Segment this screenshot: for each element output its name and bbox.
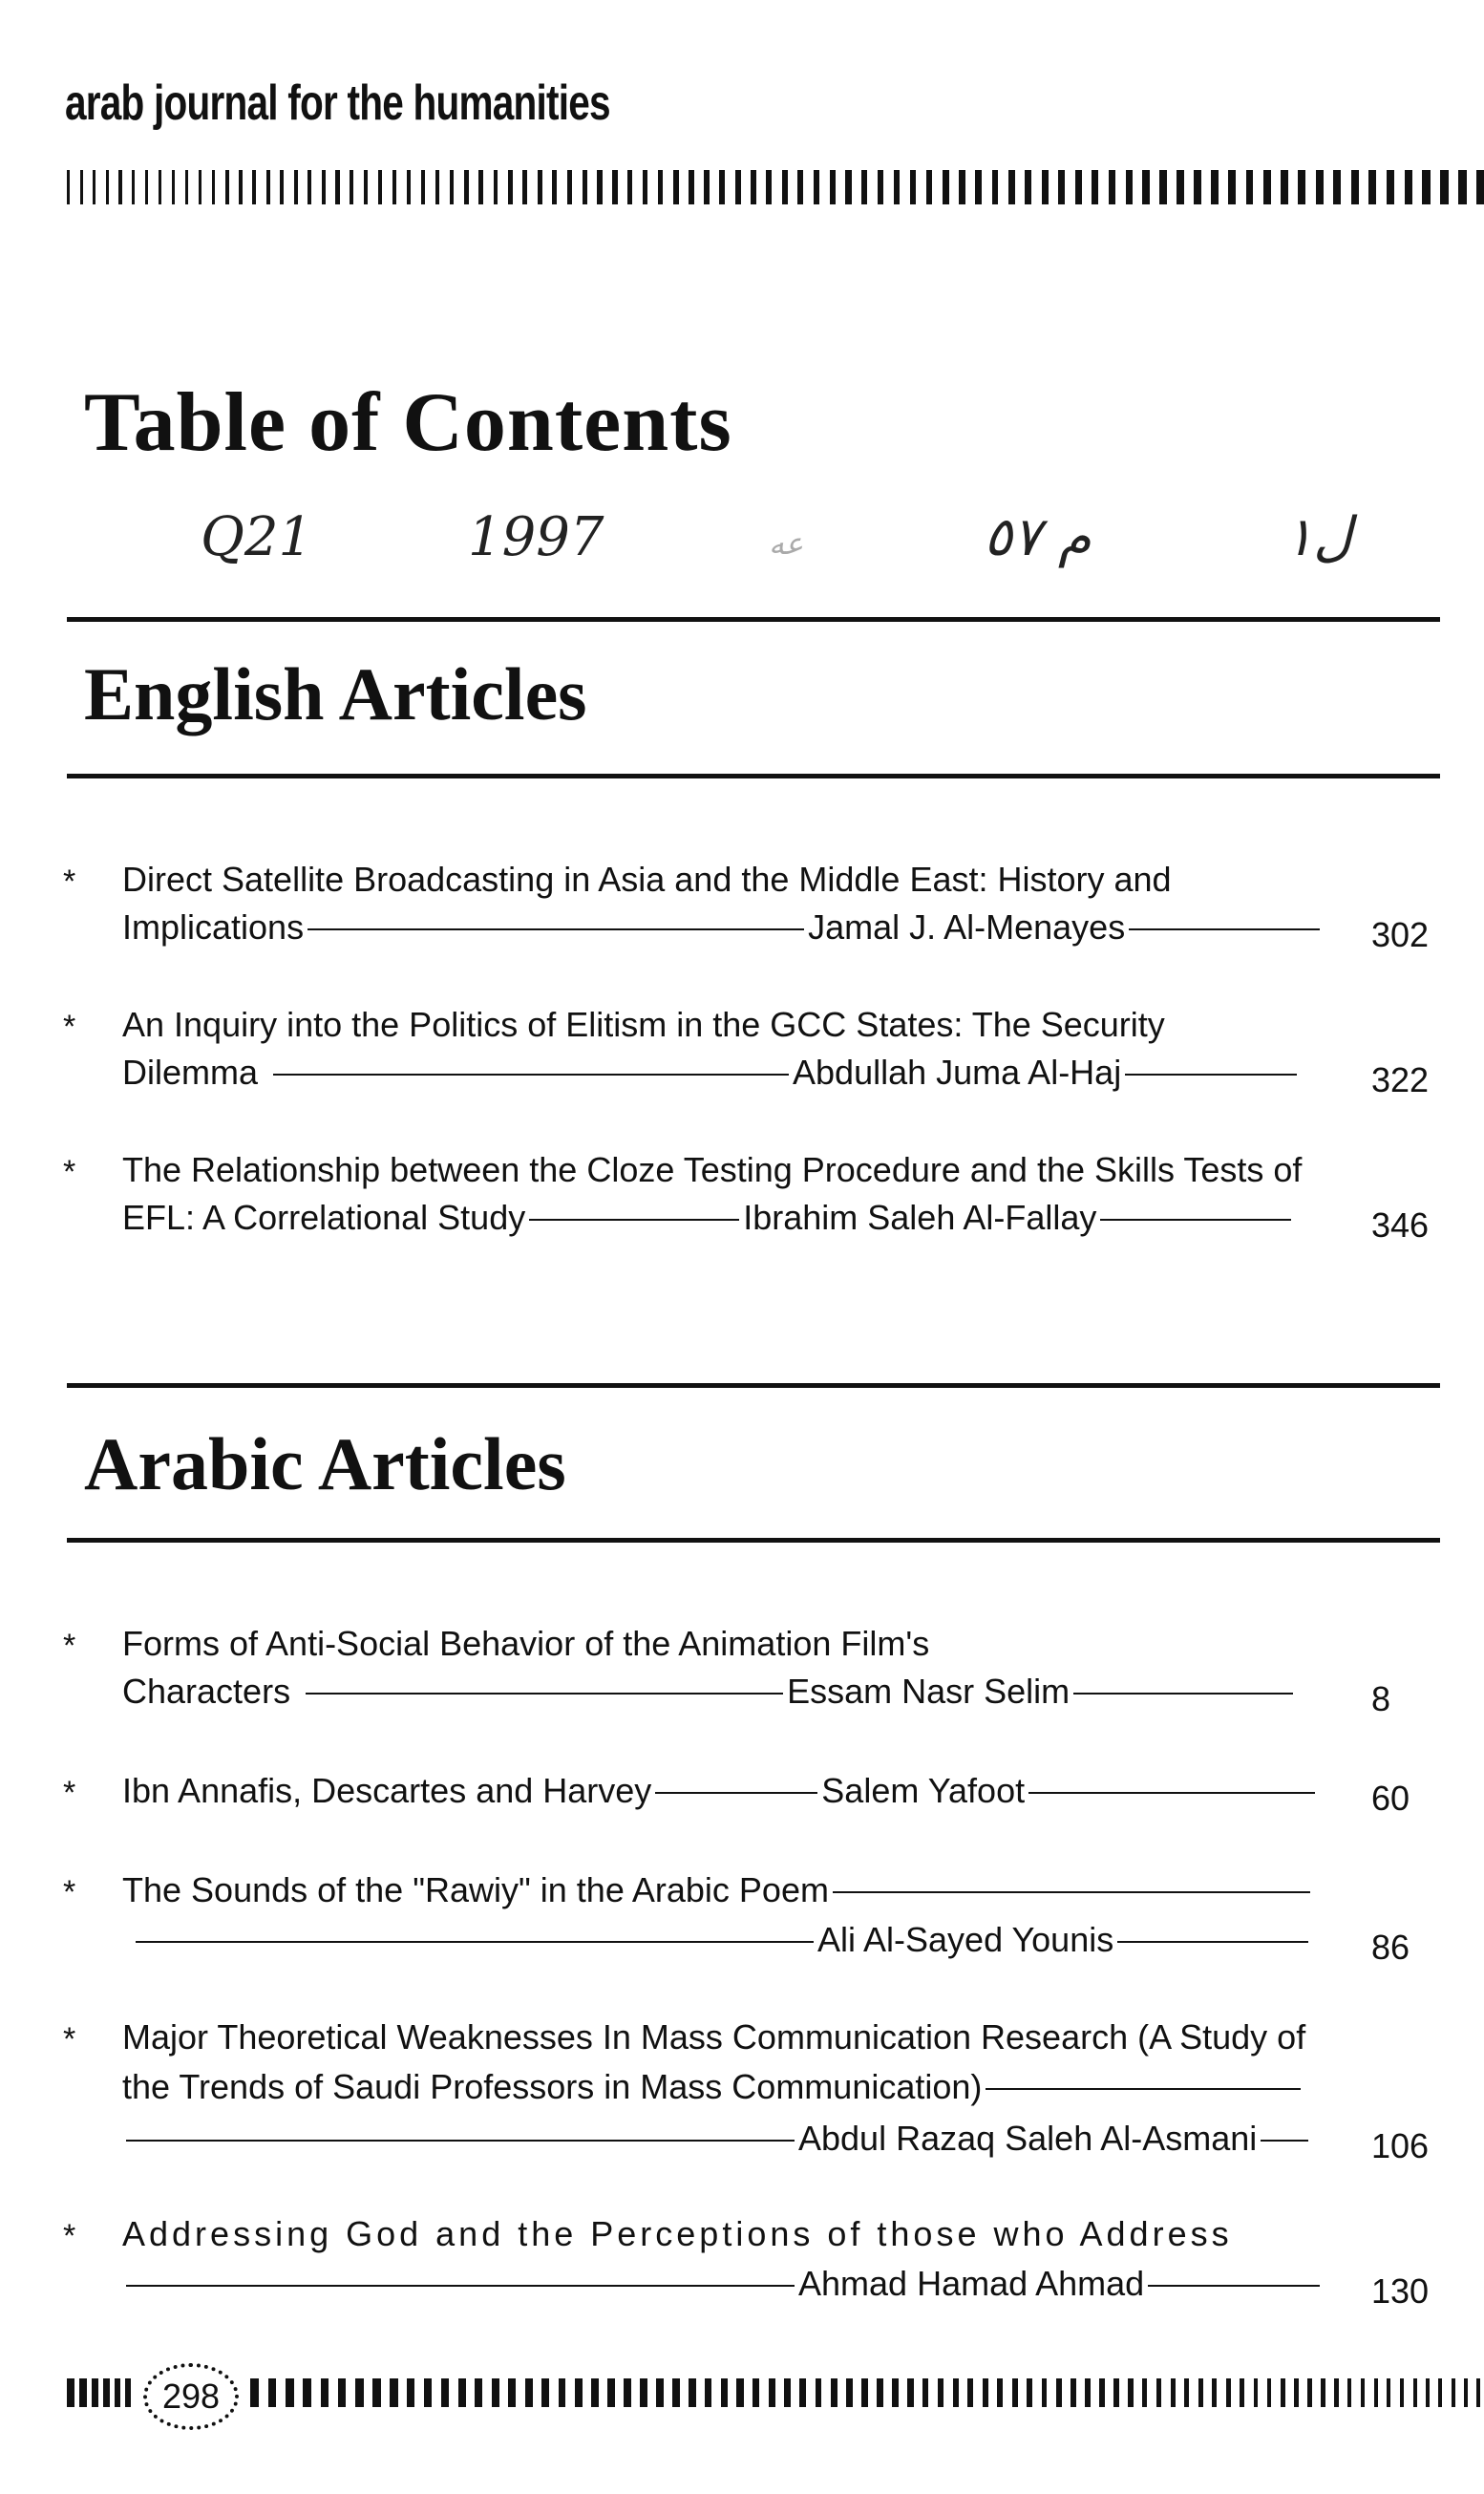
bar-mark (766, 170, 772, 204)
bar-mark (736, 2378, 743, 2407)
bar-mark (878, 170, 883, 204)
bar-mark (656, 2378, 663, 2407)
bar-mark (1438, 2378, 1442, 2407)
bar-mark (1333, 170, 1341, 204)
bar-mark (1294, 2378, 1299, 2407)
section-heading-arabic: Arabic Articles (84, 1422, 566, 1505)
bar-mark (1113, 2378, 1118, 2407)
bar-mark (1413, 2378, 1417, 2407)
bar-mark (1351, 170, 1359, 204)
bar-mark (689, 2378, 695, 2407)
divider (67, 774, 1440, 778)
footer-bars-left (67, 2378, 136, 2407)
bar-mark (953, 2378, 959, 2407)
bar-mark (475, 2378, 482, 2407)
bar-mark (286, 2378, 294, 2407)
bar-mark (67, 170, 70, 204)
bar-mark (1368, 170, 1376, 204)
bar-mark (943, 170, 949, 204)
bar-mark (1171, 2378, 1176, 2407)
bar-mark (67, 2378, 74, 2407)
bullet-star-icon: * (63, 863, 76, 900)
bullet-star-icon: * (63, 2021, 76, 2057)
bar-mark (441, 2378, 449, 2407)
journal-masthead: arab journal for the humanities (65, 75, 610, 131)
bar-mark (591, 2378, 599, 2407)
bar-mark (1177, 170, 1184, 204)
bar-mark (735, 170, 741, 204)
bar-mark (1212, 2378, 1217, 2407)
bullet-star-icon: * (63, 1775, 76, 1811)
bar-mark (106, 170, 109, 204)
bar-mark (894, 170, 901, 204)
bar-mark (1405, 170, 1412, 204)
bar-mark (1085, 2378, 1091, 2407)
bar-mark (1387, 2378, 1390, 2407)
entry-title-cont: the Trends of Saudi Professors in Mass Communication) (122, 2067, 983, 2106)
bar-mark (992, 170, 999, 204)
bar-mark (1211, 170, 1219, 204)
bar-mark (559, 2378, 566, 2407)
entry-author: Salem Yafoot (821, 1771, 1026, 1810)
bar-mark (1198, 2378, 1203, 2407)
bar-mark (1075, 170, 1082, 204)
bar-mark (1316, 170, 1324, 204)
bar-mark (983, 2378, 988, 2407)
bar-mark (1058, 170, 1065, 204)
bar-mark (643, 170, 648, 204)
entry-page: 130 (1371, 2271, 1430, 2311)
bullet-star-icon: * (63, 2218, 76, 2254)
bar-mark (1099, 2378, 1105, 2407)
bar-mark (959, 170, 965, 204)
bar-mark (335, 170, 339, 204)
bar-mark (831, 2378, 837, 2407)
bar-mark (79, 2378, 87, 2407)
footer-bars-right (250, 2378, 1484, 2407)
bar-mark (212, 170, 216, 204)
bar-mark (1334, 2378, 1338, 2407)
divider (67, 617, 1440, 622)
bar-mark (612, 170, 617, 204)
bar-mark (1458, 170, 1467, 204)
divider (67, 1538, 1440, 1543)
bar-mark (640, 2378, 647, 2407)
bar-mark (350, 170, 353, 204)
entry-author: Ibrahim Saleh Al-Fallay (743, 1198, 1097, 1237)
bar-mark (1400, 2378, 1404, 2407)
bar-mark (1307, 2378, 1312, 2407)
bar-mark (583, 170, 587, 204)
bar-mark (597, 170, 602, 204)
bar-mark (877, 2378, 883, 2407)
bar-mark (435, 170, 440, 204)
bar-mark (239, 170, 243, 204)
bar-mark (845, 170, 851, 204)
bar-mark (1267, 2378, 1272, 2407)
bar-mark (321, 2378, 329, 2407)
bar-mark (938, 2378, 943, 2407)
bar-mark (225, 170, 229, 204)
bar-mark (1452, 2378, 1455, 2407)
bar-mark (1126, 170, 1133, 204)
bar-mark (407, 2378, 414, 2407)
bar-mark (80, 170, 83, 204)
bar-mark (294, 170, 298, 204)
entry-title: Forms of Anti-Social Behavior of the Animation Film's (122, 1624, 930, 1663)
bar-mark (390, 2378, 398, 2407)
bullet-star-icon: * (63, 1874, 76, 1910)
bar-mark (538, 170, 542, 204)
bar-mark (525, 2378, 533, 2407)
bar-mark (575, 2378, 583, 2407)
entry-page: 8 (1371, 1679, 1391, 1718)
bar-mark (910, 170, 917, 204)
bar-mark (92, 2378, 98, 2407)
handwritten-note-4: م ٥٧ (984, 506, 1092, 568)
bar-mark (1142, 2378, 1147, 2407)
bar-mark (1142, 170, 1149, 204)
bar-mark (673, 170, 679, 204)
entry-page: 302 (1371, 915, 1430, 954)
entry-title: An Inquiry into the Politics of Elitism in the GCC States: The Security (122, 1005, 1165, 1044)
divider (67, 1383, 1440, 1388)
entry-author: Jamal J. Al-Menayes (808, 907, 1126, 947)
bar-mark (1281, 2378, 1285, 2407)
bullet-star-icon: * (63, 1628, 76, 1664)
bar-mark (322, 170, 326, 204)
bar-mark (704, 170, 710, 204)
bar-mark (392, 170, 397, 204)
bar-mark (1025, 170, 1031, 204)
bar-mark (1184, 2378, 1189, 2407)
bar-mark (1347, 2378, 1351, 2407)
bar-mark (478, 170, 483, 204)
bar-mark (751, 170, 756, 204)
bar-mark (159, 170, 161, 204)
bar-mark (1246, 170, 1254, 204)
bar-mark (132, 170, 135, 204)
bar-mark (672, 2378, 679, 2407)
bar-mark (1128, 2378, 1133, 2407)
bar-mark (1254, 2378, 1259, 2407)
bar-mark (975, 170, 982, 204)
section-heading-english: English Articles (84, 652, 587, 735)
handwritten-note-3: عه (769, 525, 804, 562)
bar-mark (115, 2378, 120, 2407)
bar-mark (782, 170, 788, 204)
page-title: Table of Contents (84, 376, 732, 469)
bar-mark (1361, 2378, 1365, 2407)
entry-page: 322 (1371, 1060, 1430, 1099)
bar-mark (1426, 2378, 1430, 2407)
bar-mark (280, 170, 284, 204)
bar-mark (252, 170, 256, 204)
bar-mark (450, 170, 455, 204)
entry-title: The Relationship between the Cloze Testing Procedure and the Skills Tests of (122, 1150, 1303, 1189)
bar-mark (922, 2378, 928, 2407)
bar-mark (1422, 170, 1430, 204)
bar-mark (125, 2378, 131, 2407)
bar-mark (372, 2378, 381, 2407)
entry-page: 60 (1371, 1779, 1410, 1818)
entry-page: 346 (1371, 1205, 1430, 1245)
bar-mark (1263, 170, 1271, 204)
entry-title: The Sounds of the "Rawiy" in the Arabic Poem (122, 1870, 829, 1909)
bar-mark (421, 170, 426, 204)
bar-mark (1092, 170, 1098, 204)
entry-title-cont: Implications (122, 907, 305, 947)
bar-mark (93, 170, 95, 204)
bar-mark (1159, 170, 1166, 204)
bar-mark (1321, 2378, 1325, 2407)
bar-mark (1071, 2378, 1076, 2407)
bar-mark (1374, 2378, 1378, 2407)
bar-mark (1012, 2378, 1018, 2407)
bar-mark (705, 2378, 711, 2407)
bar-mark (541, 2378, 549, 2407)
bar-mark (607, 2378, 615, 2407)
entry-title: Ibn Annafis, Descartes and Harvey (122, 1771, 652, 1810)
bar-mark (118, 170, 121, 204)
bar-mark (861, 170, 867, 204)
bar-mark (378, 170, 382, 204)
bar-mark (1008, 170, 1015, 204)
bar-mark (1240, 2378, 1244, 2407)
bar-mark (926, 170, 933, 204)
bar-mark (567, 170, 572, 204)
bar-mark (784, 2378, 791, 2407)
page-number-badge: 298 (143, 2363, 239, 2430)
bar-mark (1042, 170, 1049, 204)
bar-mark (816, 2378, 822, 2407)
bar-mark (458, 2378, 466, 2407)
bar-mark (407, 170, 412, 204)
bar-mark (1156, 2378, 1161, 2407)
bar-mark (338, 2378, 347, 2407)
bar-mark (103, 2378, 110, 2407)
bar-mark (1476, 2378, 1480, 2407)
bar-mark (797, 170, 803, 204)
bar-mark (719, 170, 725, 204)
bar-mark (508, 170, 513, 204)
bar-mark (172, 170, 176, 204)
bar-mark (492, 2378, 499, 2407)
bar-mark (1476, 170, 1484, 204)
bar-mark (552, 170, 557, 204)
bar-mark (658, 170, 664, 204)
bar-mark (892, 2378, 898, 2407)
bar-mark (266, 170, 270, 204)
bar-mark (907, 2378, 913, 2407)
bar-mark (1226, 2378, 1231, 2407)
entry-page: 106 (1371, 2126, 1430, 2165)
bar-mark (145, 170, 148, 204)
bar-mark (997, 2378, 1003, 2407)
bar-mark (1464, 2378, 1468, 2407)
entry-title-cont: Dilemma (122, 1053, 259, 1092)
bar-mark (199, 170, 202, 204)
handwritten-note-1: Q21 (201, 506, 313, 568)
handwritten-note-2: 1997 (468, 506, 604, 568)
bar-mark (1440, 170, 1448, 204)
bar-mark (355, 2378, 364, 2407)
bar-mark (307, 170, 311, 204)
bar-mark (424, 2378, 432, 2407)
bar-mark (1194, 170, 1201, 204)
entry-page: 86 (1371, 1928, 1410, 1967)
bar-mark (1027, 2378, 1032, 2407)
handwritten-note-5: ل١ (1284, 506, 1352, 568)
bar-mark (185, 170, 189, 204)
entry-author: Ali Al-Sayed Younis (817, 1920, 1114, 1959)
entry-author: Abdullah Juma Al-Haj (793, 1053, 1122, 1092)
bar-mark (364, 170, 368, 204)
bar-mark (522, 170, 527, 204)
bullet-star-icon: * (63, 1154, 76, 1190)
bar-mark (1281, 170, 1288, 204)
bar-mark (1228, 170, 1236, 204)
bar-mark (250, 2378, 259, 2407)
bar-mark (303, 2378, 311, 2407)
bar-mark (799, 2378, 806, 2407)
bar-mark (508, 2378, 516, 2407)
entry-author: Essam Nasr Selim (787, 1672, 1071, 1711)
bar-mark (846, 2378, 853, 2407)
bar-mark (769, 2378, 775, 2407)
entry-author: Abdul Razaq Saleh Al-Asmani (798, 2119, 1258, 2158)
bar-mark (1042, 2378, 1048, 2407)
bullet-star-icon: * (63, 1009, 76, 1045)
bar-mark (1109, 170, 1115, 204)
entry-title: Direct Satellite Broadcasting in Asia and the Middle East: History and (122, 860, 1172, 899)
entry-title: Addressing God and the Perceptions of those who Address (122, 2214, 1233, 2253)
bar-mark (1298, 170, 1305, 204)
entry-title: Major Theoretical Weaknesses In Mass Communication Research (A Study of (122, 2017, 1306, 2057)
masthead-bars (67, 170, 1484, 204)
bar-mark (721, 2378, 728, 2407)
bar-mark (1387, 170, 1394, 204)
bar-mark (464, 170, 469, 204)
bar-mark (830, 170, 836, 204)
bar-mark (494, 170, 498, 204)
bar-mark (627, 170, 632, 204)
bar-mark (268, 2378, 277, 2407)
bar-mark (1056, 2378, 1062, 2407)
bar-mark (689, 170, 694, 204)
entry-title-cont: Characters (122, 1672, 291, 1711)
bar-mark (814, 170, 819, 204)
bar-mark (967, 2378, 973, 2407)
bar-mark (861, 2378, 868, 2407)
entry-title-cont: EFL: A Correlational Study (122, 1198, 526, 1237)
entry-author: Ahmad Hamad Ahmad (798, 2264, 1145, 2303)
bar-mark (624, 2378, 631, 2407)
bar-mark (753, 2378, 759, 2407)
